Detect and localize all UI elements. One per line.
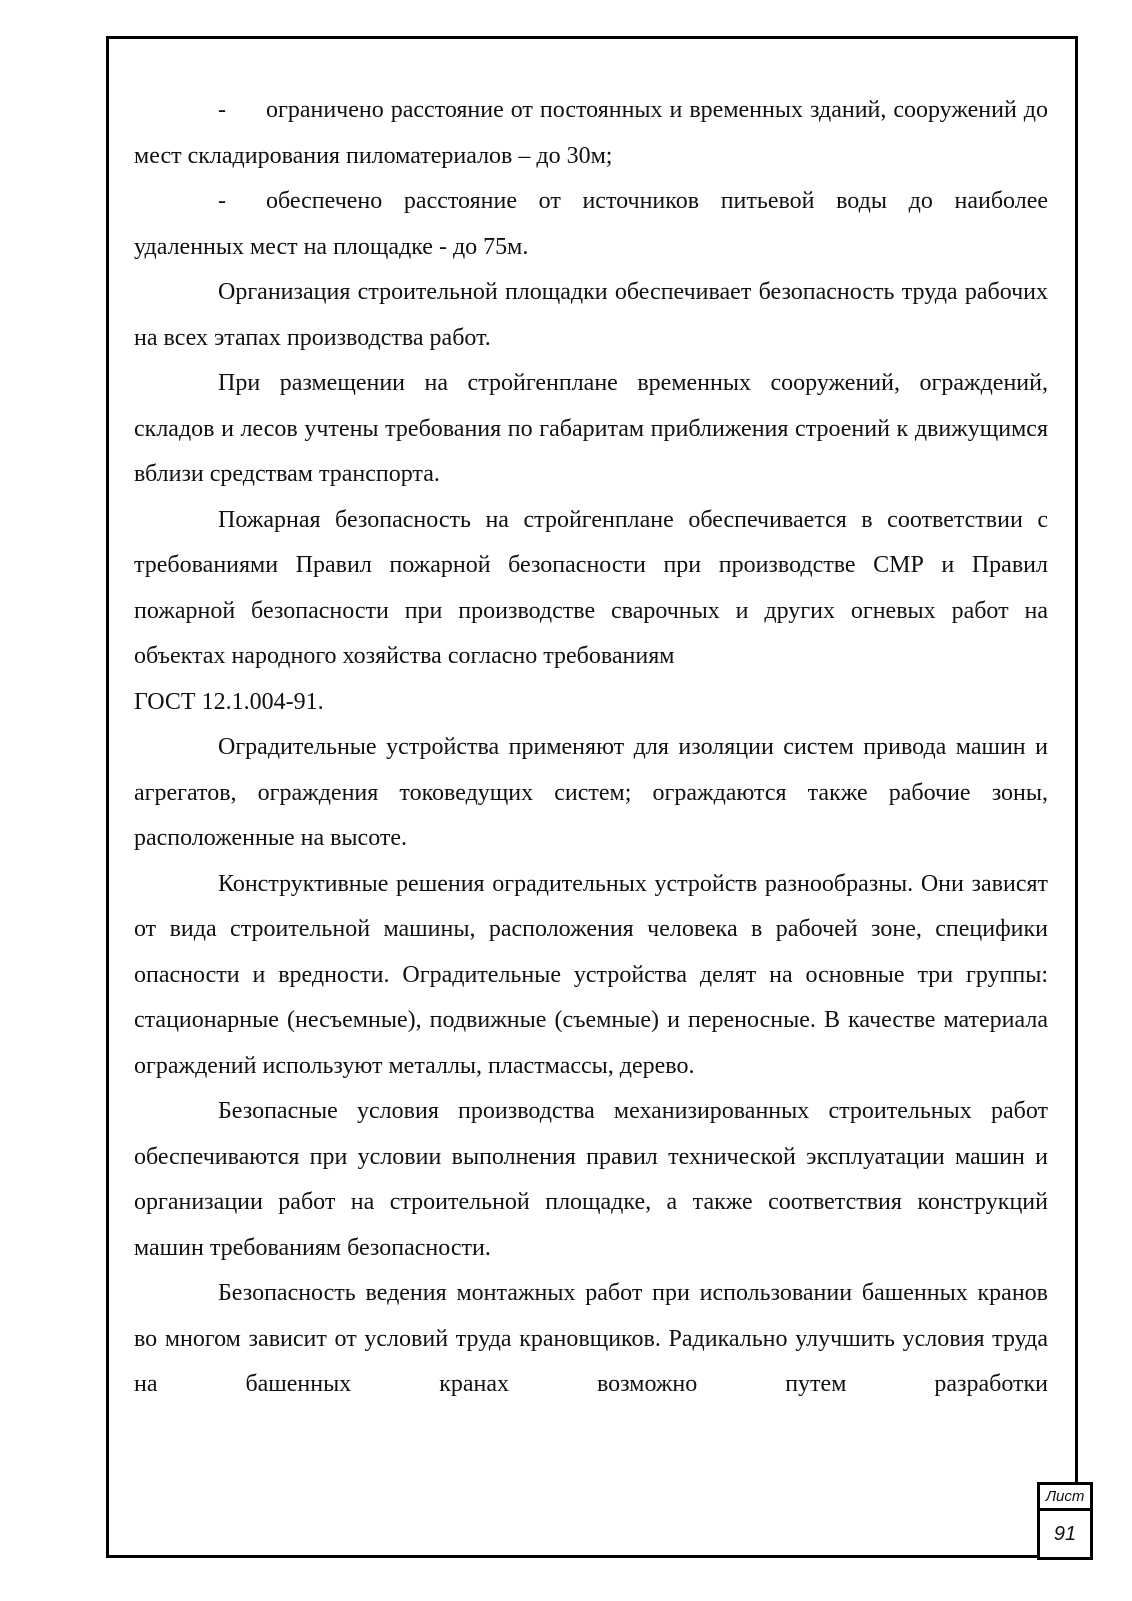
bullet-marker: - <box>218 97 226 123</box>
paragraph-text: обеспечено расстояние от источников питьевой воды до наиболее удаленных мест на площадке - до 75м. <box>134 188 1048 260</box>
document-body <box>134 88 1048 1408</box>
paragraph-text: ограничено расстояние от постоянных и временных зданий, сооружений до мест складирования пиломатериалов – до 30м; <box>134 97 1048 169</box>
paragraph-site-organization: Организация строительной площадки обеспечивает безопасность труда рабочих на всех этапах производства работ. <box>134 279 1048 351</box>
gost-reference: ГОСТ 12.1.004-91. <box>134 688 324 715</box>
paragraph-guard-devices: Оградительные устройства применяют для изоляции систем привода машин и агрегатов, ограждения токоведущих систем; ограждаются также рабочие зоны, расположенные на высоте. <box>134 734 1048 851</box>
paragraph-site-placement: При размещении на стройгенплане временных сооружений, ограждений, складов и лесов учтены требования по габаритам приближения строений к движущимся вблизи средствам транспорта. <box>134 370 1048 487</box>
paragraph-safe-conditions: Безопасные условия производства механизированных строительных работ обеспечиваются при условии выполнения правил технической эксплуатации машин и организации работ на строительной площадке, а также соответствия конструкций машин требованиям безопасности. <box>134 1098 1048 1261</box>
sheet-number: 91 <box>1053 1523 1077 1545</box>
paragraph-bullet-1 <box>134 88 1048 179</box>
paragraph-crane-safety: Безопасность ведения монтажных работ при использовании башенных кранов во многом зависит от условий труда крановщиков. Радикально улучшить условия труда на башенных кранах возможно путем разработки <box>134 1280 1048 1397</box>
paragraph-bullet-2 <box>134 179 1048 270</box>
paragraph-text: Пожарная безопасность на стройгенплане обеспечивается в соответствии с требованиями Правил пожарной безопасности при производстве СМР и Правил пожарной безопасности при производстве сварочных и других огневых работ на объектах народного хозяйства согласно требованиям <box>134 506 1048 669</box>
paragraph-fire-safety <box>134 498 1048 726</box>
paragraph-guard-designs: Конструктивные решения оградительных устройств разнообразны. Они зависят от вида строительной машины, расположения человека в рабочей зоне, специфики опасности и вредности. Оградительные устройства делят на основные три группы: стационарные (несъемные), подвижные (съемные) и переносные. В качестве материала ограждений используют металлы, пластмассы, дерево. <box>134 870 1048 1079</box>
sheet-label: Лист <box>1040 1485 1090 1511</box>
sheet-stamp <box>1037 1482 1093 1560</box>
bullet-marker: - <box>218 188 226 214</box>
